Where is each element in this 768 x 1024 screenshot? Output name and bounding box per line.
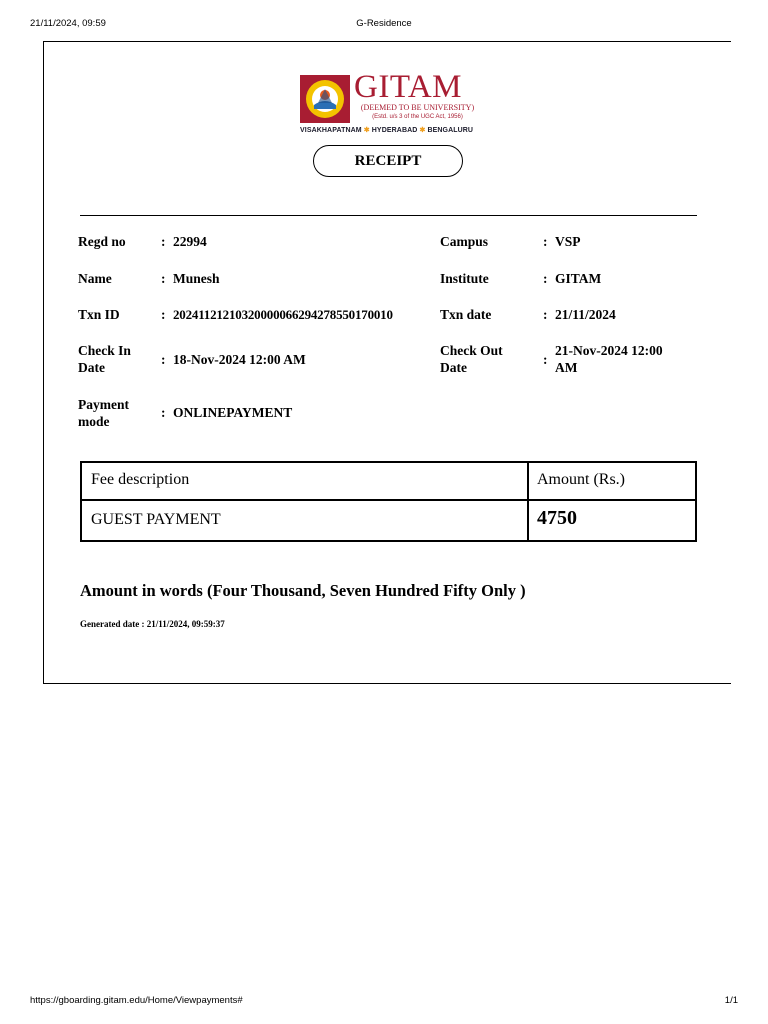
print-header (30, 18, 738, 32)
fee-header-amount: Amount (Rs.) (537, 471, 625, 488)
txn-date-value: 21/11/2024 (555, 307, 616, 322)
check-out-value-1: 21-Nov-2024 12:00 (555, 343, 663, 358)
check-in-colon: : (161, 352, 166, 367)
institute-colon: : (543, 271, 548, 286)
name-label: Name (78, 271, 112, 286)
amount-in-words: Amount in words (Four Thousand, Seven Hundred Fifty Only ) (80, 581, 526, 600)
fee-row-description: GUEST PAYMENT (91, 511, 221, 528)
check-out-label-1: Check Out (440, 343, 503, 358)
logo-name: GITAM (354, 69, 463, 105)
campus-label: Campus (440, 234, 489, 249)
page-url-link[interactable]: https://gboarding.gitam.edu/Home/Viewpayments# (30, 995, 243, 1006)
check-out-label-2: Date (440, 360, 467, 375)
txn-id-label: Txn ID (78, 307, 120, 322)
fee-row-amount: 4750 (537, 507, 577, 529)
print-title: G-Residence (356, 18, 412, 29)
regd-no-label: Regd no (78, 234, 126, 249)
check-out-colon: : (543, 352, 548, 367)
institute-value: GITAM (555, 271, 602, 286)
regd-no-colon: : (161, 234, 166, 249)
page-number: 1/1 (724, 995, 738, 1006)
payment-mode-colon: : (161, 405, 166, 420)
print-datetime: 21/11/2024, 09:59 (30, 18, 106, 29)
campus-value: VSP (555, 234, 581, 249)
regd-no-value: 22994 (173, 234, 207, 249)
receipt-title: RECEIPT (313, 145, 463, 177)
generated-date: Generated date : 21/11/2024, 09:59:37 (80, 619, 225, 629)
logo-campus-3: BENGALURU (427, 127, 474, 134)
payment-mode-label-2: mode (78, 414, 110, 429)
campus-colon: : (543, 234, 548, 249)
name-value: Munesh (173, 271, 220, 286)
logo-subtitle: (DEEMED TO BE UNIVERSITY) (360, 103, 475, 112)
check-in-label-2: Date (78, 360, 105, 375)
fee-header-description: Fee description (91, 471, 190, 488)
name-colon: : (161, 271, 166, 286)
gitam-logo (300, 69, 480, 137)
payment-mode-value: ONLINEPAYMENT (173, 405, 293, 420)
check-out-value-2: AM (555, 360, 578, 375)
logo-separator-icon: ✱ (419, 127, 426, 134)
check-in-value: 18-Nov-2024 12:00 AM (173, 352, 306, 367)
fee-table (80, 461, 697, 542)
logo-campus-2: HYDERABAD (371, 127, 418, 134)
txn-id-value: 20241121210320000066294278550170010 (173, 307, 393, 322)
logo-campuses (300, 126, 480, 134)
check-in-label-1: Check In (78, 343, 131, 358)
logo-separator-icon: ✱ (363, 127, 370, 134)
txn-date-label: Txn date (440, 307, 492, 322)
txn-date-colon: : (543, 307, 548, 322)
divider (80, 215, 697, 216)
institute-label: Institute (440, 271, 489, 286)
print-footer (30, 995, 738, 1009)
gitam-emblem-icon (300, 75, 350, 123)
logo-campus-1: VISAKHAPATNAM (300, 127, 362, 134)
txn-id-colon: : (161, 307, 166, 322)
payment-mode-label-1: Payment (78, 397, 129, 412)
logo-estd: (Estd. u/s 3 of the UGC Act, 1956) (372, 114, 463, 120)
